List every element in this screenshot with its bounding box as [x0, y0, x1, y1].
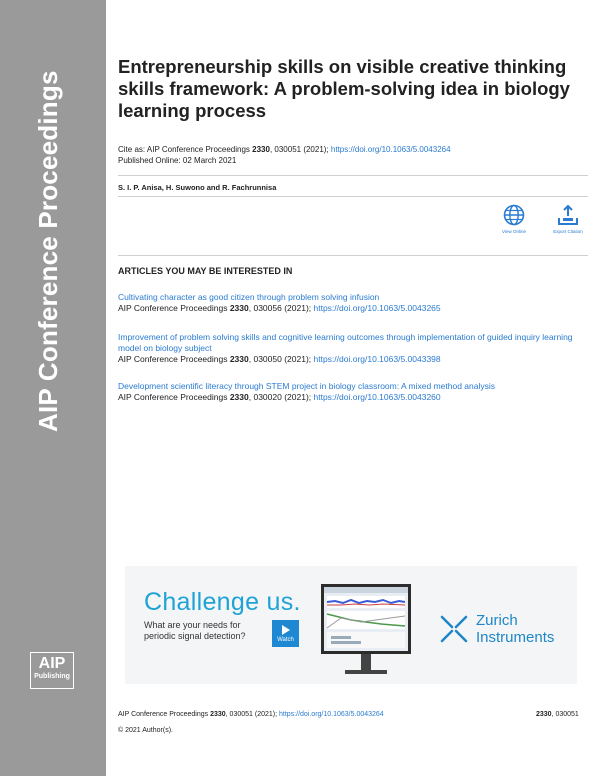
copyright-notice: © 2021 Author(s).	[118, 727, 173, 734]
divider	[118, 175, 588, 176]
related-article	[118, 332, 588, 365]
divider	[118, 255, 588, 256]
ad-brand-name: Zurich Instruments	[476, 612, 555, 646]
view-online-button[interactable]	[494, 204, 534, 234]
citation-block	[118, 144, 451, 166]
paper-title: Entrepreneurship skills on visible creative thinking skills framework: A problem-solving idea in biology learning process	[118, 56, 570, 121]
logo-subtext: Publishing	[34, 673, 70, 680]
related-article-citation: AIP Conference Proceedings 2330, 030056 (2021); https://doi.org/10.1063/5.0043265	[118, 303, 441, 313]
related-article-doi[interactable]: https://doi.org/10.1063/5.0043265	[313, 303, 441, 313]
journal-name-vertical: AIP Conference Proceedings	[33, 70, 63, 432]
cite-prefix: Cite as: AIP Conference Proceedings	[118, 145, 253, 154]
footer-citation: AIP Conference Proceedings 2330, 030051 (2021); https://doi.org/10.1063/5.0043264	[118, 711, 384, 718]
export-citation-button[interactable]	[548, 204, 588, 234]
ad-subtext: What are your needs for periodic signal detection?	[144, 620, 246, 641]
related-article	[118, 292, 588, 314]
footer-doi-link[interactable]: https://doi.org/10.1063/5.0043264	[279, 711, 384, 718]
ad-headline: Challenge us.	[144, 588, 301, 616]
cite-volume: 2330	[252, 145, 270, 154]
watch-button[interactable]	[272, 620, 299, 647]
related-article-title[interactable]: Development scientific literacy through STEM project in biology classroom: A mixed method analysis	[118, 381, 496, 391]
watch-label: Watch	[277, 637, 294, 643]
view-online-label: View Online	[502, 229, 526, 234]
related-article-doi[interactable]: https://doi.org/10.1063/5.0043260	[313, 392, 441, 402]
aip-publishing-logo[interactable]	[30, 652, 74, 689]
divider	[118, 196, 588, 197]
published-date: Published Online: 02 March 2021	[118, 156, 237, 165]
export-citation-label: Export Citation	[553, 229, 583, 234]
footer-page-ref: 2330, 030051	[536, 711, 579, 718]
play-icon	[282, 625, 290, 635]
export-icon	[557, 204, 579, 226]
related-article-title[interactable]: Improvement of problem solving skills and cognitive learning outcomes through implementation of guided inquiry learning model on biology subject	[118, 332, 573, 353]
monitor-base	[345, 670, 387, 674]
cite-rest: , 030051 (2021);	[269, 145, 331, 154]
related-article-citation: AIP Conference Proceedings 2330, 030020 (2021); https://doi.org/10.1063/5.0043260	[118, 392, 441, 402]
related-article-doi[interactable]: https://doi.org/10.1063/5.0043398	[313, 354, 441, 364]
articles-heading: ARTICLES YOU MAY BE INTERESTED IN	[118, 266, 293, 276]
logo-text: AIP	[38, 655, 66, 672]
authors: S. I. P. Anisa, H. Suwono and R. Fachrunnisa	[118, 183, 277, 192]
related-article-title[interactable]: Cultivating character as good citizen through problem solving infusion	[118, 292, 380, 302]
monitor-illustration	[321, 584, 411, 654]
advertisement-banner[interactable]	[125, 566, 577, 684]
related-article-citation: AIP Conference Proceedings 2330, 030050 (2021); https://doi.org/10.1063/5.0043398	[118, 354, 441, 364]
related-article	[118, 381, 588, 403]
journal-sidebar	[0, 0, 106, 776]
globe-icon	[503, 204, 525, 226]
cite-doi-link[interactable]: https://doi.org/10.1063/5.0043264	[330, 145, 451, 154]
zurich-instruments-logo-icon	[439, 614, 469, 644]
